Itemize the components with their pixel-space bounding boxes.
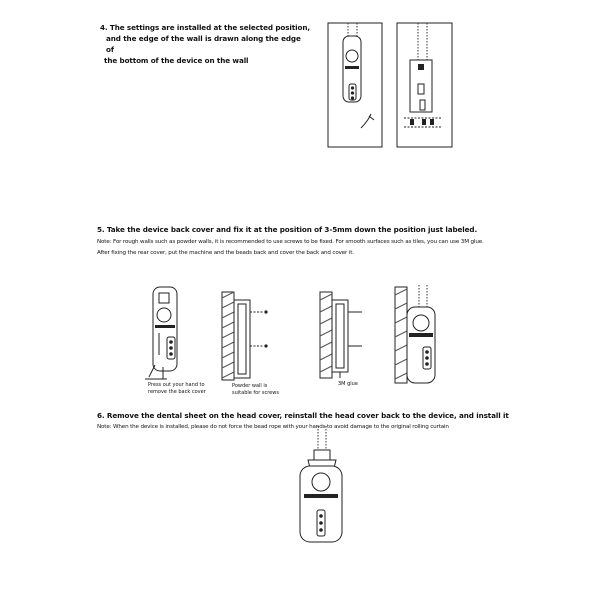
step6-head-cover-figure	[296, 426, 346, 544]
caption-powder-line2: suitable for screws	[232, 390, 279, 396]
caption-press-out	[148, 382, 218, 396]
step5-note1: Note: For rough walls such as powder walls, it is recommended to use screws to be fixed. For smooth surfaces such as tiles, you can use 3M glue.	[97, 239, 484, 245]
step5-title: 5. Take the device back cover and fix it at the position of 3-5mm down the position just labeled.	[97, 225, 478, 234]
caption-press-line1: Press out your hand to	[148, 382, 205, 388]
caption-powder-line1: Powder wall is	[232, 383, 268, 389]
step4-outline-figure	[396, 22, 453, 148]
step6-note: Note: When the device is installed, please do not force the bead rope with your hands to avoid damage to the original rolling curtain	[97, 424, 449, 430]
step5-installed-figure	[393, 285, 445, 385]
step6-title: 6. Remove the dental sheet on the head cover, reinstall the head cover back to the device, and install it	[97, 411, 509, 420]
step5-note2: After fixing the rear cover, put the machine and the beads back and cover the back and cover it.	[97, 250, 354, 256]
step5-remove-cover-figure	[143, 285, 193, 383]
step5-screw-figure	[220, 290, 272, 382]
step5-glue-figure	[318, 290, 370, 380]
step4-instructions	[100, 22, 310, 66]
step4-device-figure	[327, 22, 383, 148]
step4-line3: the bottom of the device on the wall	[104, 56, 249, 65]
step4-line2: and the edge of the wall is drawn along the edge of	[106, 34, 301, 54]
caption-3m-glue: 3M glue	[338, 381, 358, 387]
caption-powder-wall	[232, 383, 302, 397]
caption-press-line2: remove the back cover	[148, 389, 206, 395]
step4-line1: 4. The settings are installed at the selected position,	[100, 23, 310, 32]
